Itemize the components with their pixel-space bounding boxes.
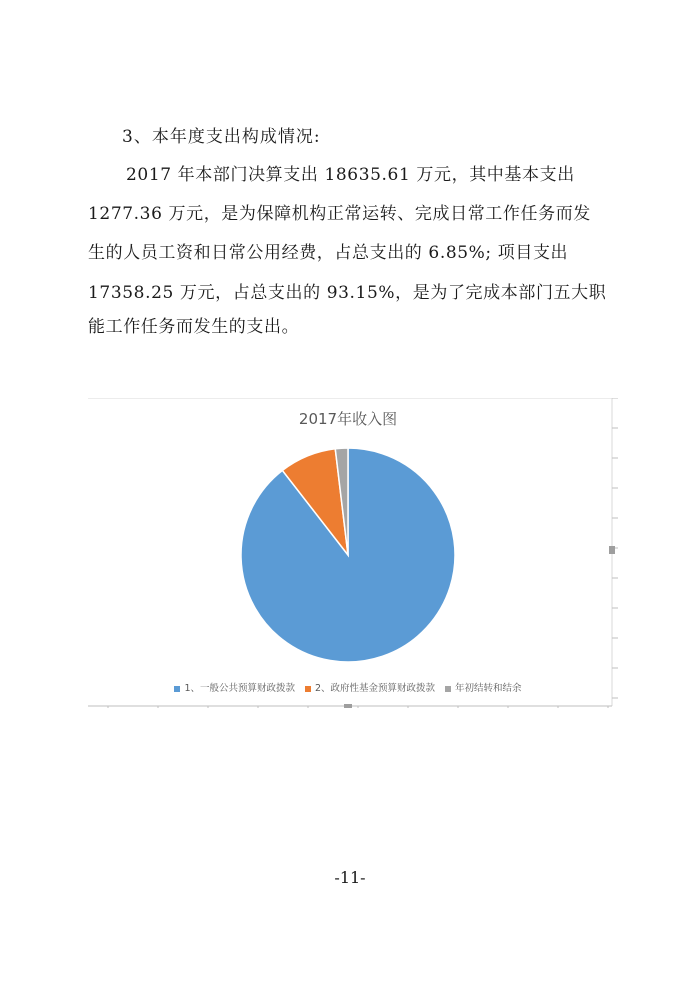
chart-title: 2017年收入图 [298,410,398,428]
legend-item-1 [174,680,295,694]
pie-slices [241,448,455,662]
legend-item-3 [445,680,522,694]
legend-item-2 [305,680,435,694]
chart-canvas [88,398,620,708]
page-number: -11- [334,868,366,887]
legend-label: 年初结转和结余 [455,683,522,694]
resize-handle-right [609,546,615,554]
section-heading: 3、本年度支出构成情况: [122,127,321,147]
income-pie-chart [88,398,620,708]
chart-legend [88,680,608,694]
paragraph-line: 2017 年本部门决算支出 18635.61 万元，其中基本支出 [126,165,575,185]
paragraph-line: 生的人员工资和日常公用经费，占总支出的 6.85%; 项目支出 [88,243,569,263]
paragraph-line: 1277.36 万元，是为保障机构正常运转、完成日常工作任务而发 [88,204,591,224]
legend-label: 2、政府性基金预算财政拨款 [314,683,436,694]
resize-handle-bottom [344,704,352,708]
legend-swatch [305,686,311,692]
legend-swatch [174,686,180,692]
paragraph-line: 17358.25 万元，占总支出的 93.15%，是为了完成本部门五大职 [88,283,607,303]
paragraph-line: 能工作任务而发生的支出。 [88,317,300,337]
legend-swatch [445,686,451,692]
legend-label: 1、一般公共预算财政拨款 [184,683,295,694]
